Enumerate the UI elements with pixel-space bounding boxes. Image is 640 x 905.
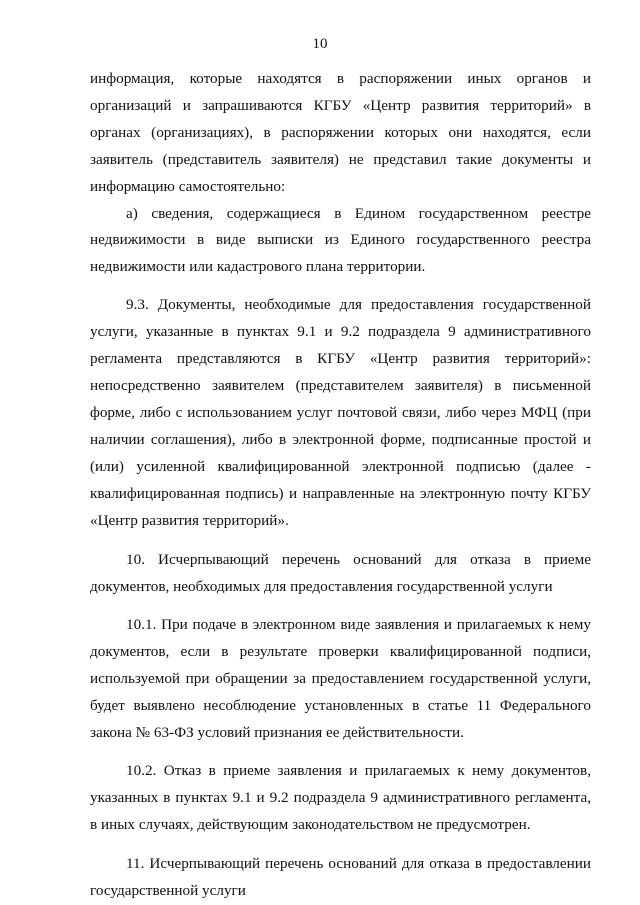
document-body [90,66,591,905]
paragraph-continuation: информация, которые находятся в распоряжении иных органов и организаций и запрашиваются КГБУ «Центр развития территорий» в органах (организациях), в распоряжении которых они находятся, если заявитель (представитель заявителя) не представил такие документы и информацию самостоятельно: [90,70,591,195]
section-heading-10: 10. Исчерпывающий перечень оснований для отказа в приеме документов, необходимых для предоставления государственной услуги [90,551,591,596]
section-heading-11: 11. Исчерпывающий перечень оснований для отказа в предоставлении государственной услуги [90,855,591,900]
paragraph-10-1: 10.1. При подаче в электронном виде заявления и прилагаемых к нему документов, если в результате проверки квалифицированной подписи, используемой при обращении за предоставлением государственной услуги, будет выявлено несоблюдение установленных в статье 11 Федерального закона № 63-ФЗ условий признания ее действительности. [90,616,591,741]
paragraph-10-2: 10.2. Отказ в приеме заявления и прилагаемых к нему документов, указанных в пунктах 9.1 и 9.2 подраздела 9 административного регламента, в иных случаях, действующим законодательством не предусмотрен. [90,761,591,833]
page-number: 10 [312,36,328,52]
paragraph-item-a: а) сведения, содержащиеся в Едином государственном реестре недвижимости в виде выписки из Единого государственного реестра недвижимости или кадастрового плана территории. [90,204,591,276]
paragraph-9-3: 9.3. Документы, необходимые для предоставления государственной услуги, указанные в пунктах 9.1 и 9.2 подраздела 9 административного регламента представляются в КГБУ «Центр развития территорий»: непосредственно заявителем (представителем заявителя) в письменной форме, либо с использованием услуг почтовой связи, либо через МФЦ (при наличии соглашения), либо в электронной форме, подписанные простой и (или) усиленной квалифицированной электронной подписью (далее - квалифицированная подпись) и направленные на электронную почту КГБУ «Центр развития территорий». [90,296,591,529]
